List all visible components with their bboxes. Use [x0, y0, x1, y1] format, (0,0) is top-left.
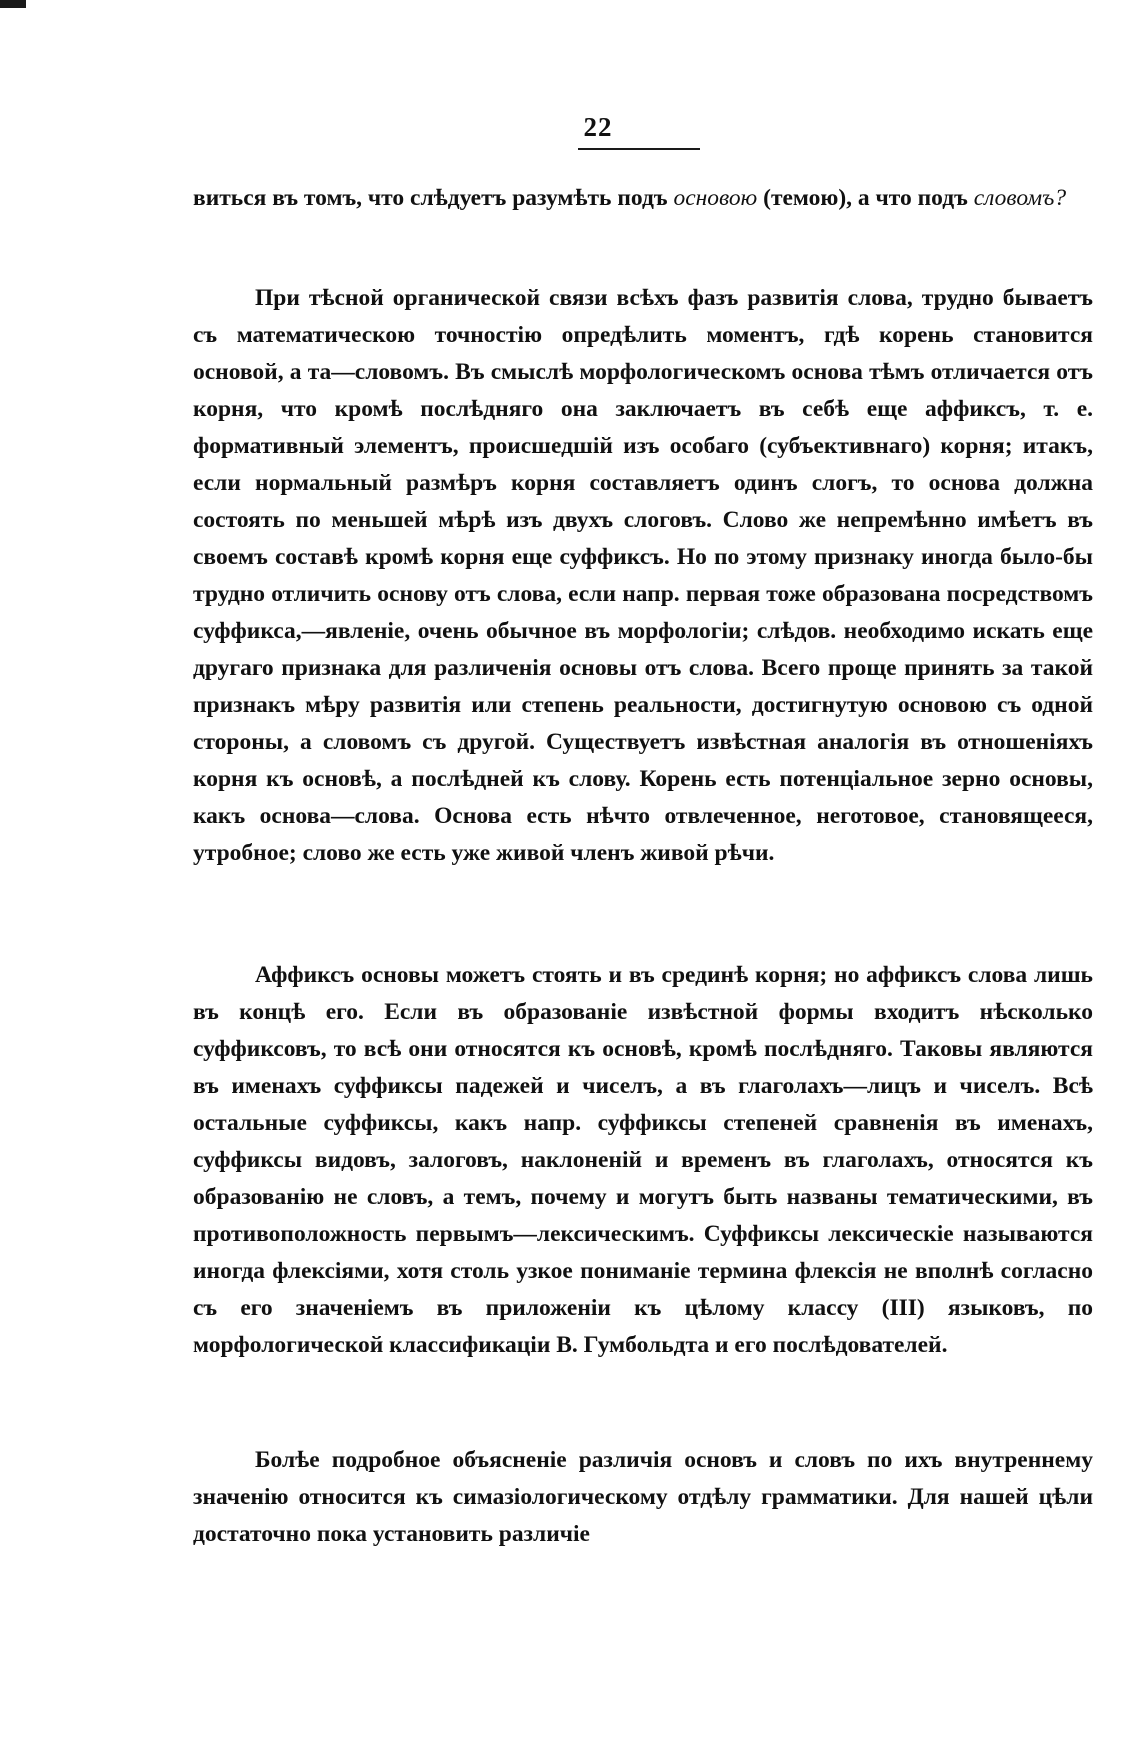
italic-term-osnova: основою	[673, 185, 758, 211]
text-segment: виться въ томъ, что слѣдуетъ разумѣть подъ	[193, 185, 674, 211]
page-number: 22	[583, 112, 613, 142]
paragraph-semasiology: Болѣе подробное объясненіе различія основъ и словъ по ихъ внутреннему значенію относится къ симазіологическому отдѣлу грамматики. Для нашей цѣли достаточно пока установить различіе	[193, 1447, 1093, 1547]
text-segment: (темою), а что подъ	[757, 185, 974, 211]
scan-edge-mark	[0, 0, 26, 8]
paragraph-affixes: Аффиксъ основы можетъ стоять и въ срединѣ корня; но аффиксъ слова лишь въ концѣ его. Если въ образованіе извѣстной формы входитъ нѣсколько суффиксовъ, то всѣ они относятся къ основѣ, кромѣ послѣдняго. Таковы являются въ именахъ суффиксы падежей и чиселъ, а въ глаголахъ—лицъ и чиселъ. Всѣ остальные суффиксы, какъ напр. суффиксы степеней сравненія въ именахъ, суффиксы видовъ, залоговъ, наклоненій и временъ въ глаголахъ, относятся къ образованію не словъ, а темъ, почему и могутъ быть названы тематическими, въ противоположность первымъ—лексическимъ. Суффиксы лексическіе называются иногда флексіями, хотя столь узкое пониманіе термина флексія не вполнѣ согласно съ его значеніемъ въ приложеніи къ цѣлому классу (III) языковъ, по морфологической классификаціи В. Гумбольдта и его послѣдователей.	[193, 962, 1093, 1358]
italic-term-slovo: словомъ?	[973, 185, 1067, 211]
paragraph-continued	[193, 180, 1093, 217]
page-number-rule	[578, 148, 700, 150]
paragraph-root-stem: При тѣсной органической связи всѣхъ фазъ развитія слова, трудно бываетъ съ математическою точностію опредѣлить моментъ, гдѣ корень становится основой, а та—словомъ. Въ смыслѣ морфологическомъ основа тѣмъ отличается отъ корня, что кромѣ послѣдняго она заключаетъ въ себѣ еще аффиксъ, т. е. формативный элементъ, происшедшій изъ особаго (субъективнаго) корня; итакъ, если нормальный размѣръ корня составляетъ одинъ слогъ, то основа должна состоять по меньшей мѣрѣ изъ двухъ слоговъ. Слово же непремѣнно имѣетъ въ своемъ составѣ кромѣ корня еще суффиксъ. Но по этому признаку иногда было-бы трудно отличить основу отъ слова, если напр. первая тоже образована посредствомъ суффикса,—явленіе, очень обычное въ морфологіи; слѣдов. необходимо искать еще другаго признака для различенія основы отъ слова. Всего проще принять за такой признакъ мѣру развитія или степень реальности, достигнутую основою съ одной стороны, а словомъ съ другой. Существуетъ извѣстная аналогія въ отношеніяхъ корня къ основѣ, а послѣдней къ слову. Корень есть потенціальное зерно основы, какъ основа—слова. Основа есть нѣчто отвлеченное, неготовое, становящееся, утробное; слово же есть уже живой членъ живой рѣчи.	[193, 285, 1093, 866]
